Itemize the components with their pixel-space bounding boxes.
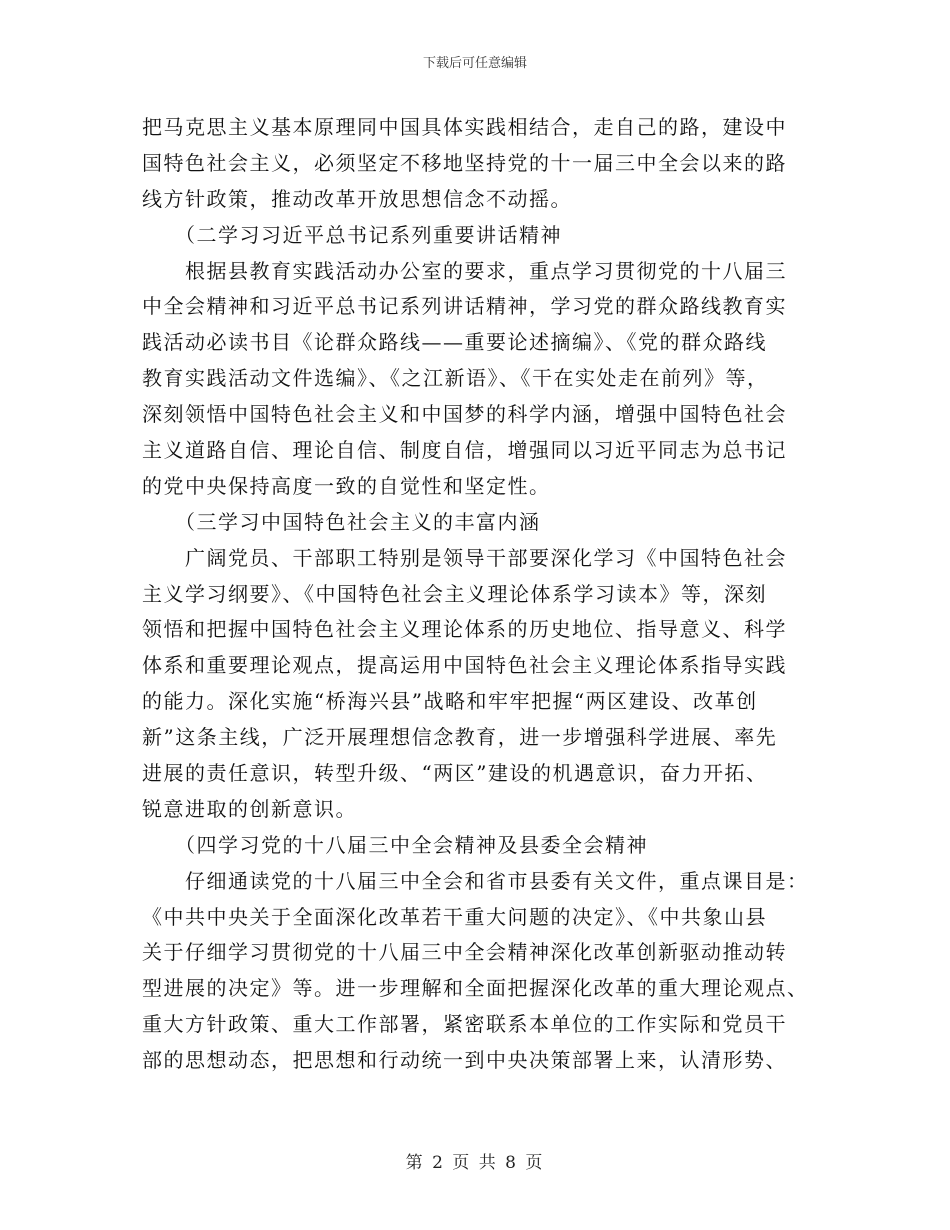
text-line: 的党中央保持高度一致的自觉性和坚定性。 [142, 473, 551, 498]
text-line: 国特色社会主义，必须坚定不移地坚持党的十一届三中全会以来的路 [142, 150, 787, 175]
text-line: 广阔党员、干部职工特别是领导干部要深化学习《中国特色社会 [142, 545, 787, 570]
text-line: 主义学习纲要》、《中国特色社会主义理论体系学习读本》等，深刻 [142, 581, 767, 606]
text-line: 部的思想动态，把思想和行动统一到中央决策部署上来，认清形势、 [142, 1048, 787, 1073]
section-heading: （三学习中国特色社会主义的丰富内涵 [142, 509, 541, 534]
text-line: 中全会精神和习近平总书记系列讲话精神，学习党的群众路线教育实 [142, 294, 787, 319]
body-text [142, 110, 812, 1079]
text-line: 型进展的决定》等。进一步理解和全面把握深化改革的重大理论观点、 [142, 976, 809, 1001]
page-header: 下载后可任意编辑 [422, 56, 527, 71]
section-heading: （二学习习近平总书记系列重要讲话精神 [142, 222, 562, 247]
text-line: 主义道路自信、理论自信、制度自信，增强同以习近平同志为总书记 [142, 438, 787, 463]
text-line: 仔细通读党的十八届三中全会和省市县委有关文件，重点课目是： [142, 868, 809, 893]
text-line: 新”这条主线，广泛开展理想信念教育，进一步增强科学进展、率先 [142, 725, 778, 750]
text-line: 进展的责任意识，转型升级、“两区”建设的机遇意识，奋力开拓、 [142, 761, 768, 786]
text-line: 根据县教育实践活动办公室的要求，重点学习贯彻党的十八届三 [142, 258, 787, 283]
page-footer: 第 2 页 共 8 页 [405, 1153, 545, 1173]
text-line: 《中共中央关于全面深化改革若干重大问题的决定》、《中共象山县 [142, 904, 767, 929]
text-line: 关于仔细学习贯彻党的十八届三中全会精神深化改革创新驱动推动转 [142, 940, 787, 965]
text-line: 把马克思主义基本原理同中国具体实践相结合，走自己的路，建设中 [142, 115, 787, 139]
text-line: 锐意进取的创新意识。 [142, 796, 357, 821]
text-line: 线方针政策，推动改革开放思想信念不动摇。 [142, 186, 572, 211]
text-line: 深刻领悟中国特色社会主义和中国梦的科学内涵，增强中国特色社会 [142, 402, 787, 427]
text-line: 践活动必读书目《论群众路线——重要论述摘编》、《党的群众路线 [142, 330, 767, 355]
section-heading: （四学习党的十八届三中全会精神及县委全会精神 [142, 832, 648, 857]
text-line: 重大方针政策、重大工作部署，紧密联系本单位的工作实际和党员干 [142, 1012, 787, 1037]
text-line: 领悟和把握中国特色社会主义理论体系的历史地位、指导意义、科学 [142, 617, 787, 642]
text-line: 体系和重要理论观点，提高运用中国特色社会主义理论体系指导实践 [142, 653, 787, 678]
text-line: 的能力。深化实施“桥海兴县”战略和牢牢把握“两区建设、改革创 [142, 689, 758, 714]
text-line: 教育实践活动文件选编》、《之江新语》、《干在实处走在前列》等， [142, 366, 769, 391]
